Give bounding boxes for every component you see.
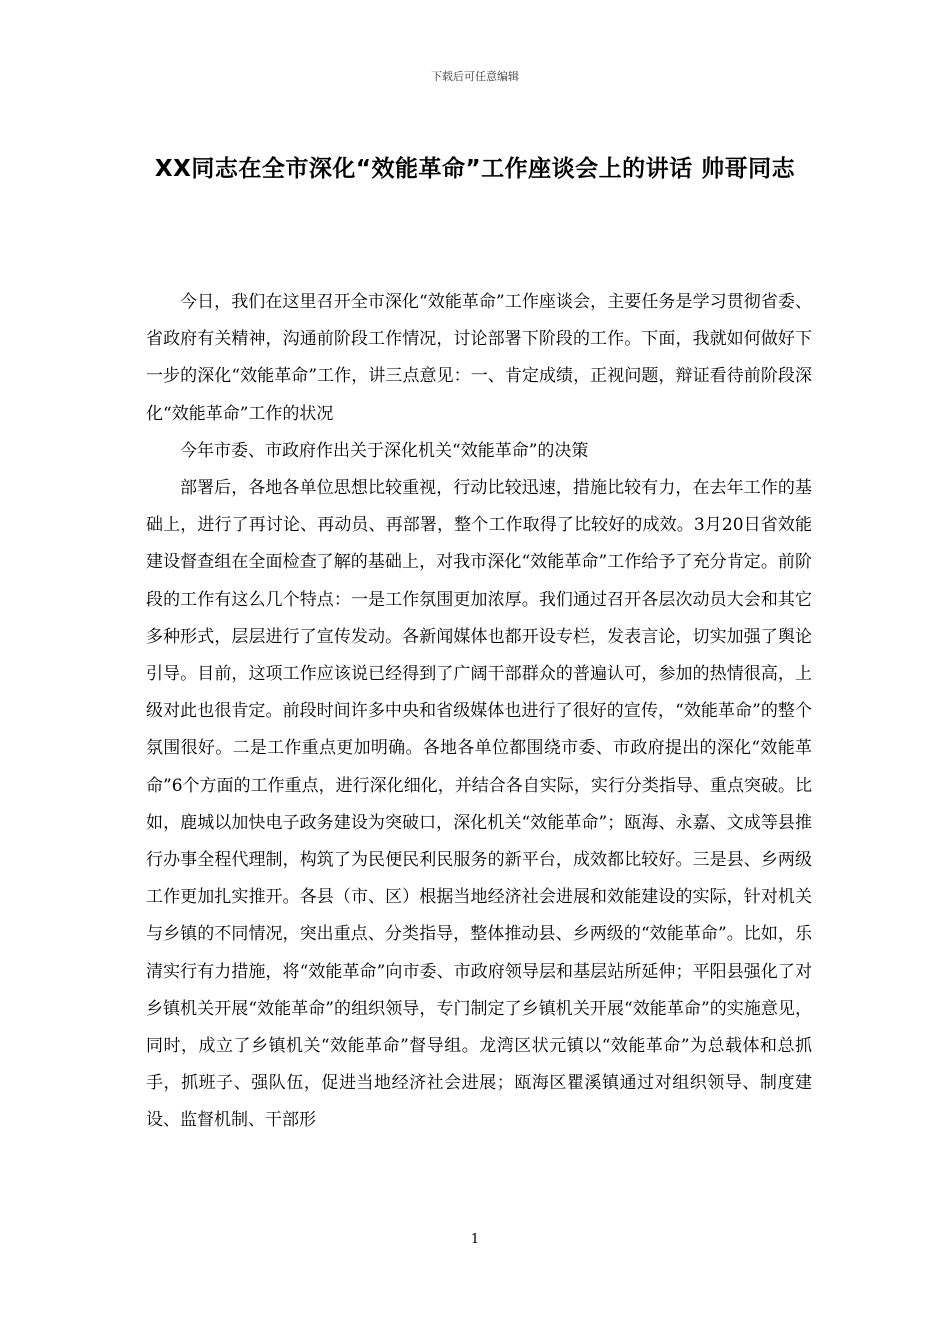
- page-number: 1: [470, 1232, 480, 1247]
- paragraph: 今年市委、市政府作出关于深化机关“效能革命”的决策: [180, 440, 589, 461]
- document-body: [146, 284, 812, 1140]
- page-header-note: 下载后可任意编辑: [431, 70, 519, 83]
- paragraph: 部署后，各地各单位思想比较重视，行动比较迅速，措施比较有力，在去年工作的基础上，进行了再讨论、再动员、再部署，整个工作取得了比较好的成效。3月20日省效能建设督查组在全面检查了解的基础上，对我市深化“效能革命”工作给予了充分肯定。前阶段的工作有这么几个特点：一是工作氛围更加浓厚。我们通过召开各层次动员大会和其它多种形式，层层进行了宣传发动。各新闻媒体也都开设专栏，发表言论，切实加强了舆论引导。目前，这项工作应该说已经得到了广阔干部群众的普遍认可，参加的热情很高，上级对此也很肯定。前段时间许多中央和省级媒体也进行了很好的宣传，“效能革命”的整个氛围很好。二是工作重点更加明确。各地各单位都围绕市委、市政府提出的深化“效能革命”6个方面的工作重点，进行深化细化，并结合各自实际，实行分类指导、重点突破。比如，鹿城以加快电子政务建设为突破口，深化机关“效能革命”；瓯海、永嘉、文成等县推行办事全程代理制，构筑了为民便民利民服务的新平台，成效都比较好。三是县、乡两级工作更加扎实推开。各县（市、区）根据当地经济社会进展和效能建设的实际，针对机关与乡镇的不同情况，突出重点、分类指导，整体推动县、乡两级的“效能革命”。比如，乐清实行有力措施，将“效能革命”向市委、市政府领导层和基层站所延伸；平阳县强化了对乡镇机关开展“效能革命”的组织领导，专门制定了乡镇机关开展“效能革命”的实施意见，同时，成立了乡镇机关“效能革命”督导组。龙湾区状元镇以“效能革命”为总载体和总抓手，抓班子、强队伍，促进当地经济社会进展；瓯海区瞿溪镇通过对组织领导、制度建设、监督机制、干部形: [146, 478, 812, 1131]
- document-title: XX同志在全市深化“效能革命”工作座谈会上的讲话 帅哥同志: [154, 156, 796, 182]
- paragraph: 今日，我们在这里召开全市深化“效能革命”工作座谈会，主要任务是学习贯彻省委、省政府有关精神，沟通前阶段工作情况，讨论部署下阶段的工作。下面，我就如何做好下一步的深化“效能革命”工作，讲三点意见：一、肯定成绩，正视问题，辩证看待前阶段深化“效能革命”工作的状况: [146, 292, 812, 424]
